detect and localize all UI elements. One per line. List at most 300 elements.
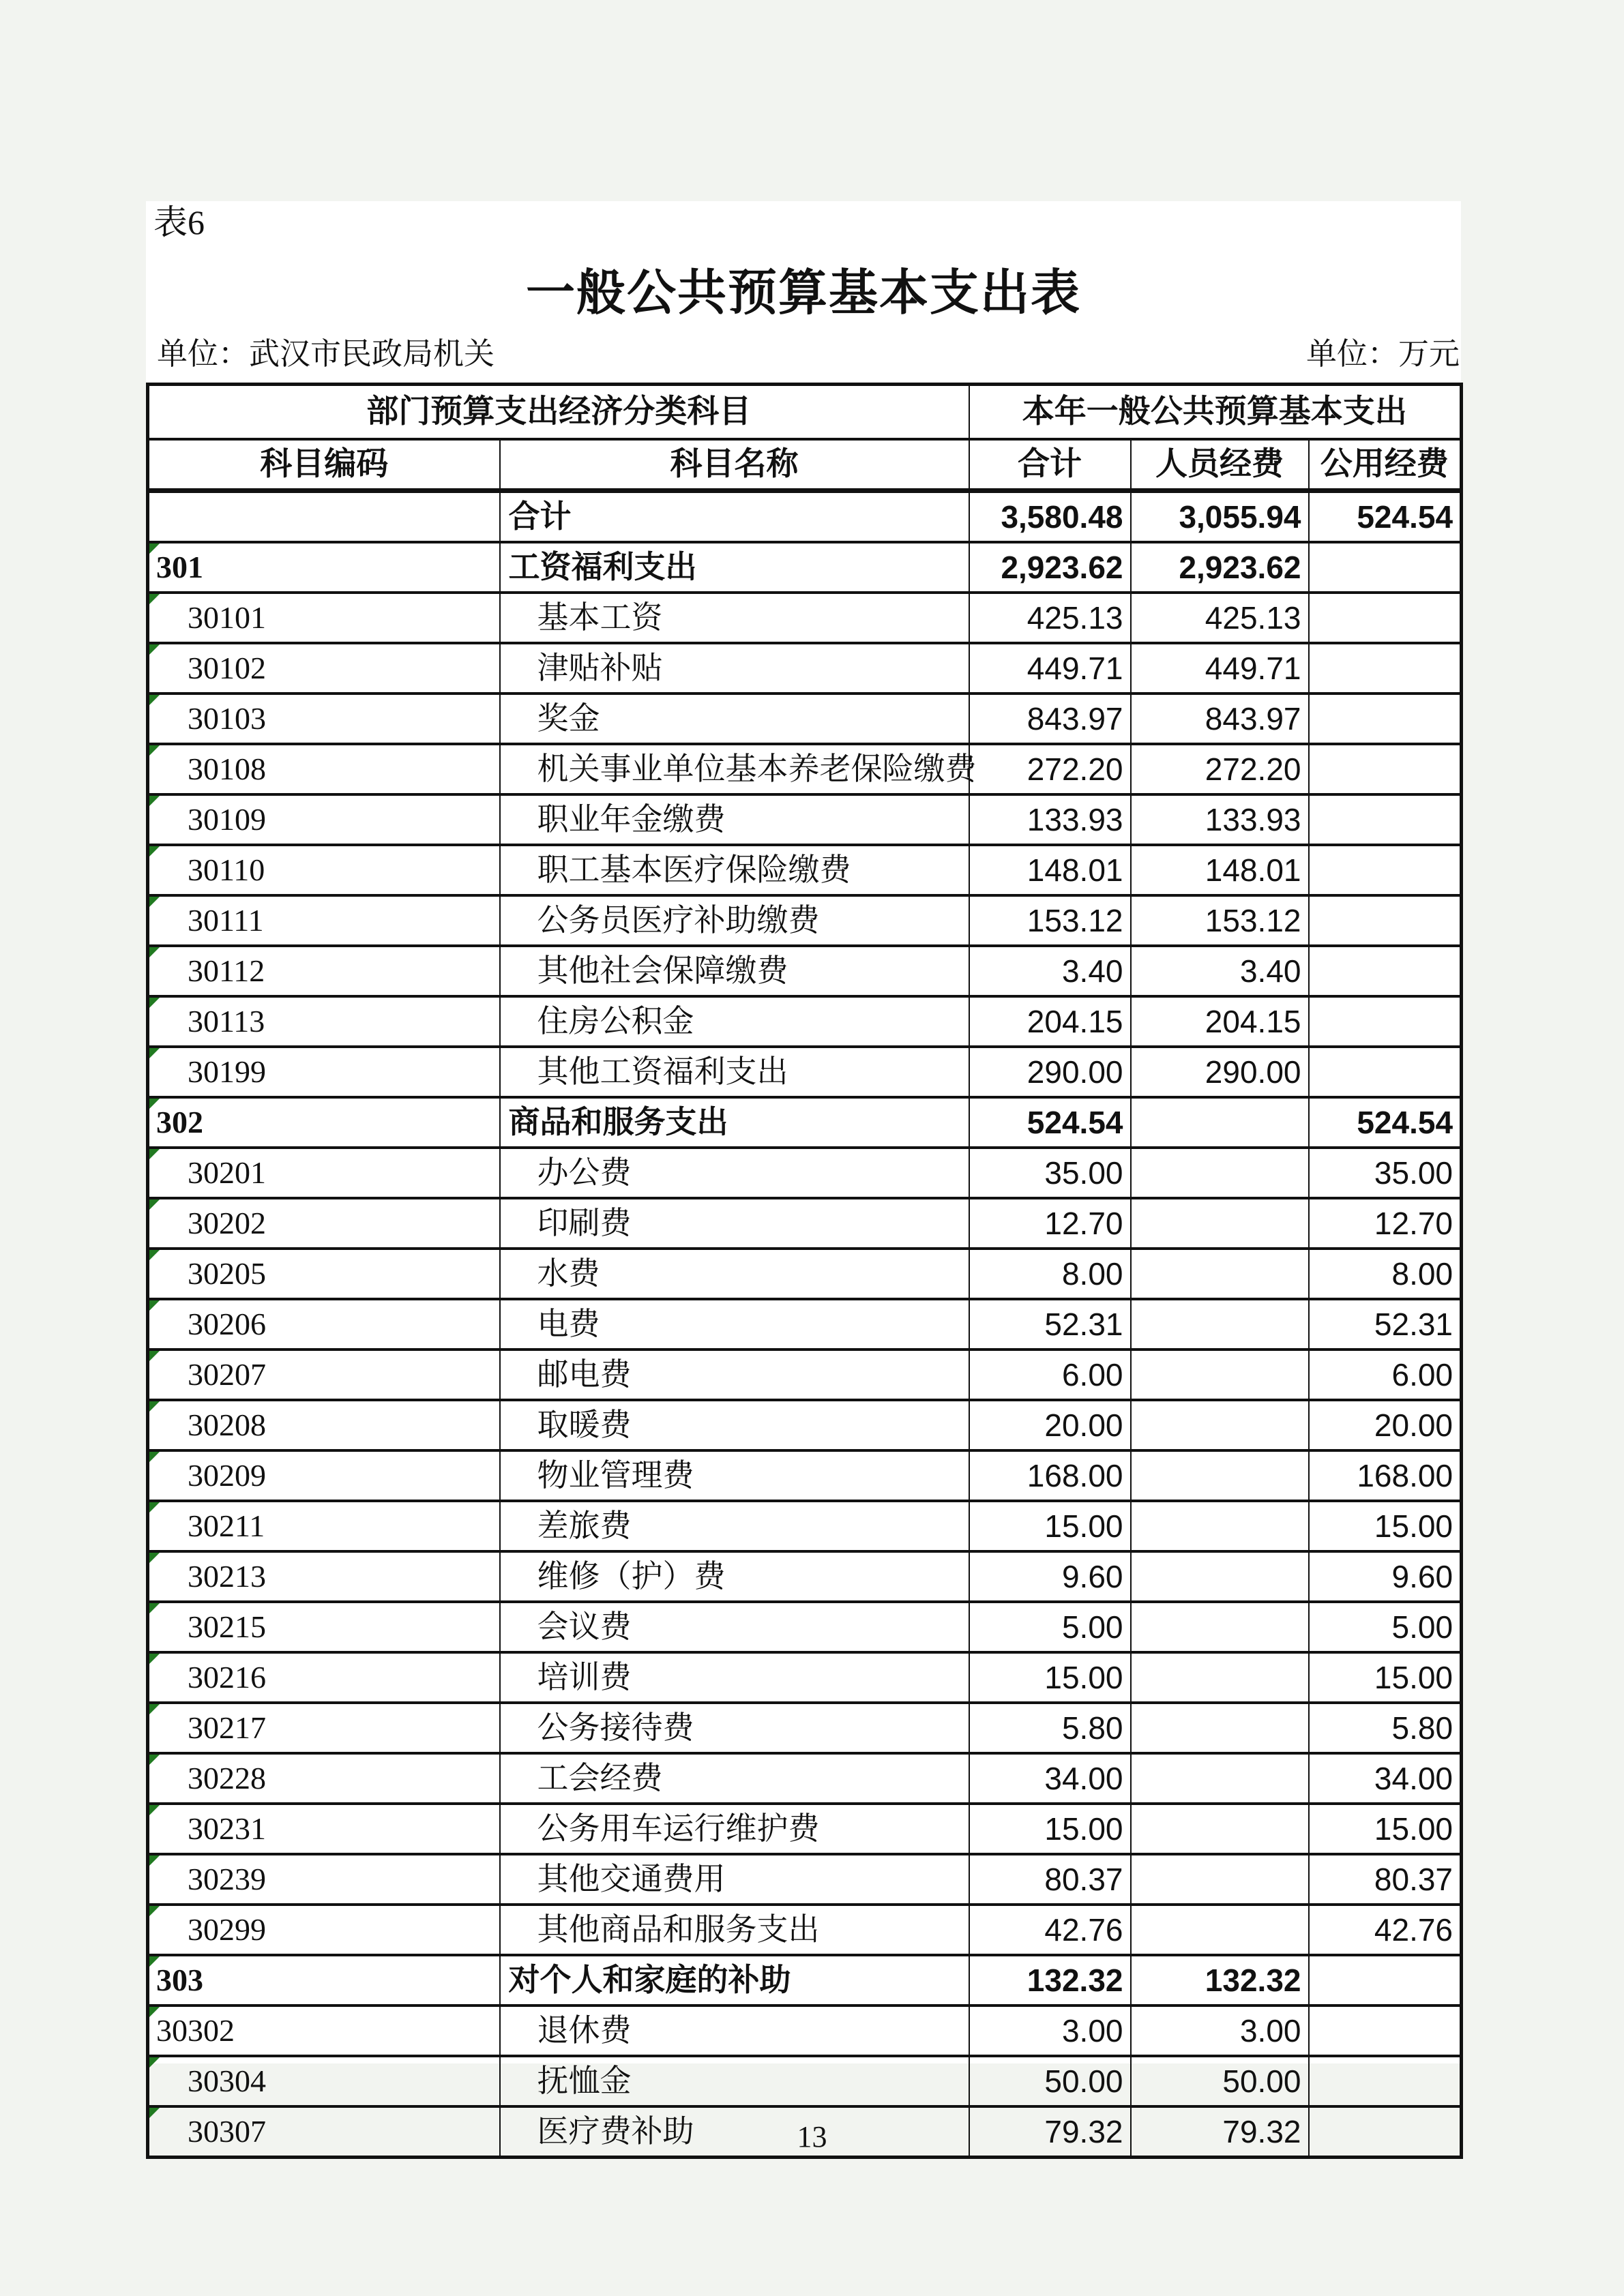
subject-code: 30216: [188, 1660, 266, 1695]
amount-total: 80.37: [1044, 1862, 1123, 1897]
subject-code: 30199: [188, 1054, 266, 1089]
amount-total-cell: [969, 1703, 1131, 1753]
amount-total-cell: [969, 1299, 1131, 1350]
subject-name-cell: [500, 1097, 969, 1148]
amount-public-cell: [1309, 1955, 1462, 2006]
table-body: [148, 491, 1462, 2158]
amount-total-cell: [969, 1955, 1131, 2006]
subject-name: 其他交通费用: [537, 1862, 726, 1896]
subject-code: 30213: [188, 1559, 266, 1594]
amount-public-cell: [1309, 1703, 1462, 1753]
subject-name: 住房公积金: [537, 1004, 694, 1039]
subject-code: 30110: [188, 852, 265, 887]
cell-error-indicator-triangle-icon: [149, 1300, 160, 1311]
page-number: 13: [797, 2120, 827, 2153]
subject-code-cell: [148, 491, 500, 543]
subject-code: 30202: [188, 1206, 266, 1240]
amount-public-cell: [1309, 1299, 1462, 1350]
amount-public-cell: [1309, 946, 1462, 996]
subject-code-cell: [148, 643, 500, 694]
subject-name: 培训费: [537, 1660, 632, 1695]
amount-public-cell: [1309, 1249, 1462, 1299]
subject-code-cell: [148, 996, 500, 1047]
subject-name-cell: [500, 643, 969, 694]
amount-public: 5.00: [1391, 1609, 1453, 1645]
subject-name: 公务接待费: [537, 1710, 694, 1745]
amount-personnel-cell: [1131, 1955, 1309, 2006]
subject-name-cell: [500, 1501, 969, 1551]
header-group-classification: 部门预算支出经济分类科目: [148, 385, 969, 440]
subject-name: 合计: [508, 499, 572, 534]
cell-error-indicator-triangle-icon: [149, 594, 160, 604]
cell-error-indicator-triangle-icon: [149, 1704, 160, 1714]
amount-total-cell: [969, 1602, 1131, 1652]
amount-public-cell: [1309, 744, 1462, 794]
subject-name: 公务用车运行维护费: [537, 1811, 820, 1846]
subject-code-cell: [148, 744, 500, 794]
subject-name-cell: [500, 1400, 969, 1450]
subject-name: 公务员医疗补助缴费: [537, 903, 820, 938]
amount-personnel: [1301, 1710, 1308, 1746]
amount-personnel-cell: [1131, 643, 1309, 694]
amount-public: [1453, 802, 1460, 837]
subject-code-cell: [148, 946, 500, 996]
amount-total: 35.00: [1044, 1155, 1123, 1191]
subject-code-cell: [148, 895, 500, 946]
amount-total: 449.71: [1027, 651, 1123, 686]
amount-public-cell: [1309, 1097, 1462, 1148]
subject-name: 差旅费: [537, 1508, 632, 1543]
subject-name-cell: [500, 1299, 969, 1350]
amount-public-cell: [1309, 895, 1462, 946]
amount-total: 42.76: [1044, 1912, 1123, 1948]
table-row: [148, 542, 1462, 593]
subject-name: 物业管理费: [537, 1458, 694, 1493]
amount-personnel-cell: [1131, 1602, 1309, 1652]
amount-public: [1453, 1054, 1460, 1090]
amount-public: [1453, 953, 1460, 989]
header-col-personnel: 人员经费: [1131, 439, 1309, 491]
amount-personnel-cell: [1131, 491, 1309, 543]
amount-total: 12.70: [1044, 1206, 1123, 1241]
amount-total-cell: [969, 794, 1131, 845]
cell-error-indicator-triangle-icon: [149, 1654, 160, 1664]
amount-personnel-cell: [1131, 1652, 1309, 1703]
amount-personnel: [1301, 1912, 1308, 1948]
amount-public: 5.80: [1391, 1710, 1453, 1746]
amount-personnel: [1301, 1761, 1308, 1796]
subject-name: 印刷费: [537, 1206, 632, 1240]
subject-code: 30205: [188, 1256, 266, 1291]
subject-code: 30228: [188, 1761, 266, 1795]
amount-public-cell: [1309, 1551, 1462, 1602]
subject-name: 医疗费补助: [537, 2114, 694, 2149]
subject-code: 30102: [188, 651, 266, 685]
amount-total-cell: [969, 744, 1131, 794]
amount-total: 5.00: [1061, 1609, 1123, 1645]
subject-name-cell: [500, 694, 969, 744]
amount-total: 132.32: [1027, 1963, 1123, 1998]
amount-personnel-cell: [1131, 1854, 1309, 1905]
table-row: [148, 1299, 1462, 1350]
subject-code-cell: [148, 1501, 500, 1551]
amount-total: 15.00: [1044, 1660, 1123, 1695]
amount-public: [1453, 903, 1460, 938]
subject-code: 302: [156, 1105, 203, 1139]
subject-code-cell: [148, 845, 500, 895]
amount-personnel-cell: [1131, 895, 1309, 946]
page-title: 一般公共预算基本支出表: [525, 266, 1081, 320]
amount-public: [1453, 701, 1460, 736]
amount-total-cell: [969, 643, 1131, 694]
cell-error-indicator-triangle-icon: [149, 2057, 160, 2068]
table-row: [148, 491, 1462, 543]
amount-personnel: 3.00: [1239, 2013, 1301, 2048]
subject-name-cell: [500, 2006, 969, 2056]
subject-name-cell: [500, 593, 969, 643]
table-row: [148, 1854, 1462, 1905]
amount-personnel: [1301, 1862, 1308, 1897]
amount-personnel: [1301, 1508, 1308, 1544]
subject-code: 30211: [188, 1508, 265, 1543]
amount-personnel: 272.20: [1205, 751, 1301, 787]
subject-name-cell: [500, 2056, 969, 2106]
amount-personnel: [1301, 1811, 1308, 1847]
subject-name: 基本工资: [537, 600, 663, 635]
amount-public-cell: [1309, 542, 1462, 593]
subject-code: 30206: [188, 1307, 266, 1341]
subject-code-cell: [148, 694, 500, 744]
header-col-code: 科目编码: [148, 439, 500, 491]
unit-left-label: 单位：武汉市民政局机关: [157, 337, 495, 371]
subject-name-cell: [500, 845, 969, 895]
amount-personnel-cell: [1131, 1703, 1309, 1753]
amount-personnel: [1301, 1206, 1308, 1241]
subject-code: 30113: [188, 1004, 265, 1039]
subject-code: 30208: [188, 1407, 266, 1442]
subject-code: 30307: [188, 2114, 266, 2149]
table-row: [148, 1148, 1462, 1198]
amount-personnel: [1301, 1307, 1308, 1342]
table-row: [148, 1753, 1462, 1804]
cell-error-indicator-triangle-icon: [149, 1250, 160, 1260]
amount-total-cell: [969, 1047, 1131, 1097]
amount-total-cell: [969, 1905, 1131, 1955]
amount-personnel-cell: [1131, 2006, 1309, 2056]
amount-personnel-cell: [1131, 946, 1309, 996]
amount-total: 79.32: [1044, 2114, 1123, 2149]
header-col-total: 合计: [969, 439, 1131, 491]
amount-total-cell: [969, 491, 1131, 543]
subject-name: 工会经费: [537, 1761, 663, 1795]
subject-name-cell: [500, 542, 969, 593]
subject-name-cell: [500, 1652, 969, 1703]
amount-total-cell: [969, 996, 1131, 1047]
amount-personnel: 3,055.94: [1179, 499, 1301, 535]
subject-code-cell: [148, 593, 500, 643]
table-row: [148, 895, 1462, 946]
amount-personnel: 50.00: [1222, 2063, 1301, 2099]
amount-personnel-cell: [1131, 1249, 1309, 1299]
amount-personnel-cell: [1131, 794, 1309, 845]
subject-name: 其他工资福利支出: [537, 1054, 788, 1089]
amount-public: 15.00: [1374, 1508, 1453, 1544]
amount-total-cell: [969, 542, 1131, 593]
amount-total: 3,580.48: [1001, 499, 1123, 535]
amount-public-cell: [1309, 643, 1462, 694]
amount-total: 9.60: [1061, 1559, 1123, 1594]
amount-personnel: [1301, 1559, 1308, 1594]
amount-public-cell: [1309, 1602, 1462, 1652]
cell-error-indicator-triangle-icon: [149, 846, 160, 856]
table-row: [148, 1249, 1462, 1299]
amount-public: 8.00: [1391, 1256, 1453, 1292]
subject-code-cell: [148, 1148, 500, 1198]
subject-name: 退休费: [537, 2013, 632, 2048]
subject-code-cell: [148, 1955, 500, 2006]
amount-public: 168.00: [1357, 1458, 1453, 1493]
amount-total: 168.00: [1027, 1458, 1123, 1493]
amount-public: 15.00: [1374, 1660, 1453, 1695]
amount-public-cell: [1309, 1198, 1462, 1249]
amount-personnel-cell: [1131, 845, 1309, 895]
subject-name-cell: [500, 1804, 969, 1854]
header-group-current-year: 本年一般公共预算基本支出: [969, 385, 1462, 440]
cell-error-indicator-triangle-icon: [149, 543, 160, 554]
amount-personnel-cell: [1131, 744, 1309, 794]
table-row: [148, 1350, 1462, 1400]
amount-personnel-cell: [1131, 1047, 1309, 1097]
amount-public: [1453, 600, 1460, 636]
subject-code: 30239: [188, 1862, 266, 1896]
table-row: [148, 1501, 1462, 1551]
table-row: [148, 744, 1462, 794]
cell-error-indicator-triangle-icon: [149, 796, 160, 806]
subject-name-cell: [500, 1905, 969, 1955]
amount-total-cell: [969, 1400, 1131, 1450]
cell-error-indicator-triangle-icon: [149, 1906, 160, 1916]
amount-personnel: 290.00: [1205, 1054, 1301, 1090]
amount-public-cell: [1309, 1350, 1462, 1400]
amount-total-cell: [969, 1652, 1131, 1703]
amount-public-cell: [1309, 1148, 1462, 1198]
subject-name: 邮电费: [537, 1357, 632, 1392]
subject-name: 抚恤金: [537, 2063, 632, 2098]
amount-personnel: 425.13: [1205, 600, 1301, 636]
amount-total: 3.40: [1061, 953, 1123, 989]
subject-name-cell: [500, 1551, 969, 1602]
subject-name: 取暖费: [537, 1407, 632, 1442]
unit-right-label: 单位：万元: [1305, 337, 1460, 371]
table-header-group-row: [148, 385, 1462, 440]
subject-code-cell: [148, 1450, 500, 1501]
subject-name-cell: [500, 1350, 969, 1400]
subject-code-cell: [148, 2006, 500, 2056]
amount-public: 80.37: [1374, 1862, 1453, 1897]
amount-total: 153.12: [1027, 903, 1123, 938]
subject-code: 301: [156, 550, 203, 584]
cell-error-indicator-triangle-icon: [149, 1553, 160, 1563]
amount-public: [1453, 852, 1460, 888]
cell-error-indicator-triangle-icon: [149, 1149, 160, 1159]
amount-public: [1453, 1963, 1460, 1998]
table-row: [148, 1450, 1462, 1501]
amount-total-cell: [969, 1249, 1131, 1299]
subject-code-cell: [148, 1753, 500, 1804]
cell-error-indicator-triangle-icon: [149, 2007, 160, 2017]
subject-name-cell: [500, 946, 969, 996]
amount-personnel: [1301, 1256, 1308, 1292]
subject-code-cell: [148, 542, 500, 593]
amount-public: 20.00: [1374, 1407, 1453, 1443]
cell-error-indicator-triangle-icon: [149, 1099, 160, 1109]
cell-error-indicator-triangle-icon: [149, 1805, 160, 1815]
amount-total: 2,923.62: [1001, 550, 1123, 585]
subject-code: 30207: [188, 1357, 266, 1392]
subject-name-cell: [500, 1198, 969, 1249]
table-row: [148, 946, 1462, 996]
subject-name-cell: [500, 1047, 969, 1097]
subject-code-cell: [148, 1299, 500, 1350]
table-row: [148, 1097, 1462, 1148]
amount-total-cell: [969, 845, 1131, 895]
amount-personnel: [1301, 1458, 1308, 1493]
amount-total-cell: [969, 1097, 1131, 1148]
cell-error-indicator-triangle-icon: [149, 998, 160, 1008]
amount-total-cell: [969, 593, 1131, 643]
amount-total-cell: [969, 1804, 1131, 1854]
subject-code-cell: [148, 1905, 500, 1955]
subject-name-cell: [500, 996, 969, 1047]
amount-public: [1453, 2013, 1460, 2048]
amount-public: [1453, 1004, 1460, 1039]
subject-name-cell: [500, 1703, 969, 1753]
amount-personnel-cell: [1131, 1450, 1309, 1501]
subject-name-cell: [500, 1602, 969, 1652]
table-row: [148, 2006, 1462, 2056]
subject-name: 对个人和家庭的补助: [508, 1963, 791, 1997]
subject-name: 电费: [537, 1307, 600, 1341]
amount-total-cell: [969, 946, 1131, 996]
subject-code: 30103: [188, 701, 266, 736]
cell-error-indicator-triangle-icon: [149, 1956, 160, 1967]
amount-public-cell: [1309, 1450, 1462, 1501]
amount-public: 12.70: [1374, 1206, 1453, 1241]
amount-public: 52.31: [1374, 1307, 1453, 1342]
amount-personnel: 79.32: [1222, 2114, 1301, 2149]
table-row: [148, 1602, 1462, 1652]
amount-public: 35.00: [1374, 1155, 1453, 1191]
table-row: [148, 1905, 1462, 1955]
subject-name: 其他商品和服务支出: [537, 1912, 820, 1947]
subject-code-cell: [148, 1602, 500, 1652]
amount-public-cell: [1309, 1753, 1462, 1804]
header-col-name: 科目名称: [500, 439, 969, 491]
cell-error-indicator-triangle-icon: [149, 947, 160, 957]
subject-code-cell: [148, 1703, 500, 1753]
amount-public-cell: [1309, 1501, 1462, 1551]
amount-personnel: 449.71: [1205, 651, 1301, 686]
subject-code: 30302: [156, 2013, 235, 2048]
cell-error-indicator-triangle-icon: [149, 745, 160, 756]
cell-error-indicator-triangle-icon: [149, 1855, 160, 1866]
subject-code-cell: [148, 1047, 500, 1097]
amount-personnel-cell: [1131, 1905, 1309, 1955]
subject-name: 维修（护）费: [537, 1559, 726, 1594]
amount-public: [1453, 550, 1460, 585]
amount-personnel-cell: [1131, 542, 1309, 593]
subject-name-cell: [500, 491, 969, 543]
amount-personnel: 133.93: [1205, 802, 1301, 837]
amount-total: 6.00: [1061, 1357, 1123, 1392]
subject-name-cell: [500, 1854, 969, 1905]
amount-public: 42.76: [1374, 1912, 1453, 1948]
cell-error-indicator-triangle-icon: [149, 1199, 160, 1210]
amount-public-cell: [1309, 1905, 1462, 1955]
table-row: [148, 845, 1462, 895]
subject-code-cell: [148, 1854, 500, 1905]
amount-public-cell: [1309, 491, 1462, 543]
cell-error-indicator-triangle-icon: [149, 695, 160, 705]
amount-personnel-cell: [1131, 1753, 1309, 1804]
cell-error-indicator-triangle-icon: [149, 1351, 160, 1361]
subject-code-cell: [148, 2056, 500, 2106]
amount-public-cell: [1309, 794, 1462, 845]
amount-total-cell: [969, 1148, 1131, 1198]
amount-total: 5.80: [1061, 1710, 1123, 1746]
amount-personnel-cell: [1131, 1198, 1309, 1249]
subject-code: 30109: [188, 802, 266, 837]
amount-total: 52.31: [1044, 1307, 1123, 1342]
amount-total: 272.20: [1027, 751, 1123, 787]
amount-personnel: 148.01: [1205, 852, 1301, 888]
subject-code: 30299: [188, 1912, 266, 1947]
subject-code-cell: [148, 1249, 500, 1299]
budget-table: [146, 383, 1463, 2159]
amount-public-cell: [1309, 1047, 1462, 1097]
amount-public: 34.00: [1374, 1761, 1453, 1796]
amount-total-cell: [969, 1501, 1131, 1551]
amount-personnel-cell: [1131, 1804, 1309, 1854]
amount-personnel-cell: [1131, 593, 1309, 643]
table-row: [148, 1804, 1462, 1854]
table-row: [148, 1652, 1462, 1703]
table-row: [148, 996, 1462, 1047]
subject-name: 商品和服务支出: [508, 1105, 728, 1139]
subject-code: 30231: [188, 1811, 266, 1846]
amount-public-cell: [1309, 2006, 1462, 2056]
amount-personnel: [1301, 1155, 1308, 1191]
amount-total-cell: [969, 2056, 1131, 2106]
amount-personnel-cell: [1131, 2056, 1309, 2106]
amount-total: 133.93: [1027, 802, 1123, 837]
amount-personnel-cell: [1131, 1097, 1309, 1148]
amount-personnel-cell: [1131, 996, 1309, 1047]
subject-code-cell: [148, 1551, 500, 1602]
subject-code-cell: [148, 1198, 500, 1249]
amount-personnel-cell: [1131, 1299, 1309, 1350]
subject-name: 会议费: [537, 1609, 632, 1644]
subject-code: 30209: [188, 1458, 266, 1493]
amount-total: 34.00: [1044, 1761, 1123, 1796]
amount-personnel: 3.40: [1239, 953, 1301, 989]
amount-total-cell: [969, 1753, 1131, 1804]
amount-public: [1453, 651, 1460, 686]
amount-public: 6.00: [1391, 1357, 1453, 1392]
amount-personnel: [1301, 1407, 1308, 1443]
amount-public-cell: [1309, 996, 1462, 1047]
amount-total-cell: [969, 1450, 1131, 1501]
